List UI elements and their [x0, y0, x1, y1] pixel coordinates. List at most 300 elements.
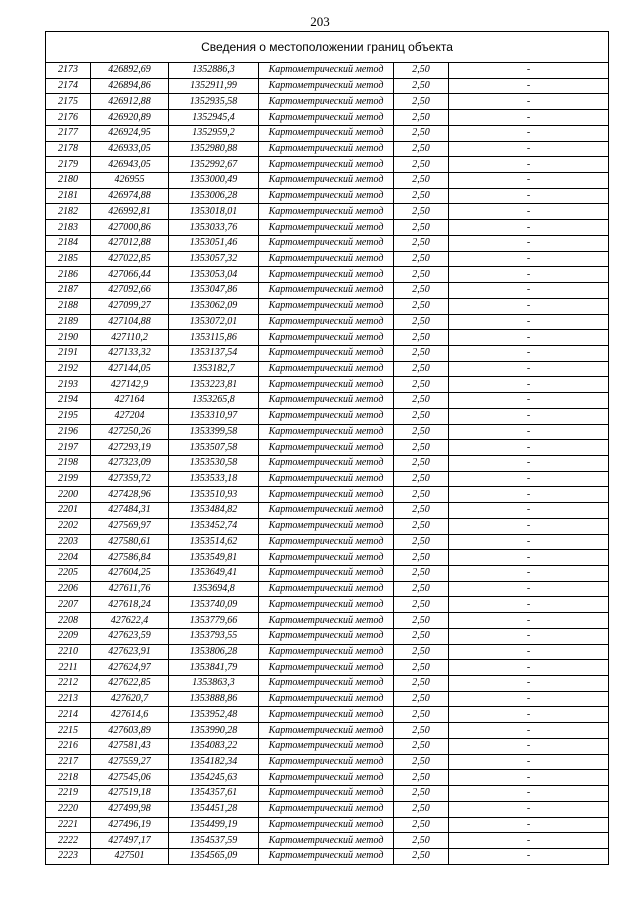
- y-coordinate-cell: 1353018,01: [169, 204, 259, 220]
- table-row: [46, 78, 609, 94]
- table-row: [46, 707, 609, 723]
- method-cell: Картометрический метод: [259, 566, 394, 582]
- table-row: [46, 345, 609, 361]
- table-row: [46, 628, 609, 644]
- accuracy-cell: 2,50: [394, 141, 449, 157]
- method-cell: Картометрический метод: [259, 298, 394, 314]
- accuracy-cell: 2,50: [394, 833, 449, 849]
- description-cell: -: [449, 377, 609, 393]
- x-coordinate-cell: 427496,19: [91, 817, 169, 833]
- table-row: [46, 676, 609, 692]
- accuracy-cell: 2,50: [394, 283, 449, 299]
- x-coordinate-cell: 427624,97: [91, 660, 169, 676]
- x-coordinate-cell: 427499,98: [91, 801, 169, 817]
- accuracy-cell: 2,50: [394, 723, 449, 739]
- table-row: [46, 550, 609, 566]
- table-row: [46, 204, 609, 220]
- x-coordinate-cell: 427569,97: [91, 518, 169, 534]
- y-coordinate-cell: 1354083,22: [169, 738, 259, 754]
- table-row: [46, 157, 609, 173]
- table-row: [46, 393, 609, 409]
- x-coordinate-cell: 427359,72: [91, 471, 169, 487]
- accuracy-cell: 2,50: [394, 110, 449, 126]
- y-coordinate-cell: 1352886,3: [169, 63, 259, 79]
- point-number-cell: 2202: [46, 518, 91, 534]
- method-cell: Картометрический метод: [259, 471, 394, 487]
- point-number-cell: 2182: [46, 204, 91, 220]
- description-cell: -: [449, 471, 609, 487]
- point-number-cell: 2200: [46, 487, 91, 503]
- point-number-cell: 2212: [46, 676, 91, 692]
- description-cell: -: [449, 676, 609, 692]
- x-coordinate-cell: 427144,05: [91, 361, 169, 377]
- method-cell: Картометрический метод: [259, 628, 394, 644]
- point-number-cell: 2177: [46, 125, 91, 141]
- accuracy-cell: 2,50: [394, 660, 449, 676]
- point-number-cell: 2184: [46, 235, 91, 251]
- method-cell: Картометрический метод: [259, 518, 394, 534]
- method-cell: Картометрический метод: [259, 487, 394, 503]
- y-coordinate-cell: 1352992,67: [169, 157, 259, 173]
- table-row: [46, 833, 609, 849]
- accuracy-cell: 2,50: [394, 330, 449, 346]
- y-coordinate-cell: 1353530,58: [169, 455, 259, 471]
- x-coordinate-cell: 427428,96: [91, 487, 169, 503]
- accuracy-cell: 2,50: [394, 534, 449, 550]
- description-cell: -: [449, 534, 609, 550]
- x-coordinate-cell: 426943,05: [91, 157, 169, 173]
- point-number-cell: 2223: [46, 848, 91, 864]
- y-coordinate-cell: 1353888,86: [169, 691, 259, 707]
- description-cell: -: [449, 566, 609, 582]
- description-cell: -: [449, 173, 609, 189]
- accuracy-cell: 2,50: [394, 63, 449, 79]
- accuracy-cell: 2,50: [394, 377, 449, 393]
- accuracy-cell: 2,50: [394, 581, 449, 597]
- description-cell: -: [449, 298, 609, 314]
- table-row: [46, 644, 609, 660]
- x-coordinate-cell: 427092,66: [91, 283, 169, 299]
- description-cell: -: [449, 440, 609, 456]
- table-row: [46, 235, 609, 251]
- description-cell: -: [449, 345, 609, 361]
- point-number-cell: 2222: [46, 833, 91, 849]
- method-cell: Картометрический метод: [259, 361, 394, 377]
- table-body: [46, 63, 609, 865]
- accuracy-cell: 2,50: [394, 786, 449, 802]
- y-coordinate-cell: 1353740,09: [169, 597, 259, 613]
- point-number-cell: 2213: [46, 691, 91, 707]
- x-coordinate-cell: 427580,61: [91, 534, 169, 550]
- point-number-cell: 2207: [46, 597, 91, 613]
- accuracy-cell: 2,50: [394, 487, 449, 503]
- x-coordinate-cell: 426920,89: [91, 110, 169, 126]
- description-cell: -: [449, 613, 609, 629]
- description-cell: -: [449, 833, 609, 849]
- y-coordinate-cell: 1354499,19: [169, 817, 259, 833]
- y-coordinate-cell: 1353793,55: [169, 628, 259, 644]
- method-cell: Картометрический метод: [259, 754, 394, 770]
- accuracy-cell: 2,50: [394, 455, 449, 471]
- point-number-cell: 2215: [46, 723, 91, 739]
- table-row: [46, 220, 609, 236]
- description-cell: -: [449, 314, 609, 330]
- description-cell: -: [449, 204, 609, 220]
- x-coordinate-cell: 427164: [91, 393, 169, 409]
- x-coordinate-cell: 426974,88: [91, 188, 169, 204]
- table-row: [46, 738, 609, 754]
- point-number-cell: 2216: [46, 738, 91, 754]
- method-cell: Картометрический метод: [259, 188, 394, 204]
- table-row: [46, 613, 609, 629]
- method-cell: Картометрический метод: [259, 314, 394, 330]
- point-number-cell: 2185: [46, 251, 91, 267]
- point-number-cell: 2196: [46, 424, 91, 440]
- x-coordinate-cell: 427022,85: [91, 251, 169, 267]
- accuracy-cell: 2,50: [394, 78, 449, 94]
- accuracy-cell: 2,50: [394, 393, 449, 409]
- description-cell: -: [449, 597, 609, 613]
- x-coordinate-cell: 427545,06: [91, 770, 169, 786]
- method-cell: Картометрический метод: [259, 550, 394, 566]
- section-title: Сведения о местоположении границ объекта: [46, 32, 609, 63]
- point-number-cell: 2181: [46, 188, 91, 204]
- accuracy-cell: 2,50: [394, 251, 449, 267]
- description-cell: -: [449, 691, 609, 707]
- y-coordinate-cell: 1353033,76: [169, 220, 259, 236]
- method-cell: Картометрический метод: [259, 377, 394, 393]
- accuracy-cell: 2,50: [394, 440, 449, 456]
- point-number-cell: 2206: [46, 581, 91, 597]
- table-row: [46, 440, 609, 456]
- point-number-cell: 2195: [46, 408, 91, 424]
- x-coordinate-cell: 427614,6: [91, 707, 169, 723]
- accuracy-cell: 2,50: [394, 597, 449, 613]
- table-header-row: [46, 32, 609, 63]
- y-coordinate-cell: 1353047,86: [169, 283, 259, 299]
- description-cell: -: [449, 848, 609, 864]
- point-number-cell: 2208: [46, 613, 91, 629]
- accuracy-cell: 2,50: [394, 408, 449, 424]
- x-coordinate-cell: 426933,05: [91, 141, 169, 157]
- accuracy-cell: 2,50: [394, 550, 449, 566]
- point-number-cell: 2188: [46, 298, 91, 314]
- table-row: [46, 471, 609, 487]
- y-coordinate-cell: 1353694,8: [169, 581, 259, 597]
- y-coordinate-cell: 1353006,28: [169, 188, 259, 204]
- y-coordinate-cell: 1353265,8: [169, 393, 259, 409]
- description-cell: -: [449, 455, 609, 471]
- y-coordinate-cell: 1353510,93: [169, 487, 259, 503]
- point-number-cell: 2190: [46, 330, 91, 346]
- x-coordinate-cell: 427501: [91, 848, 169, 864]
- accuracy-cell: 2,50: [394, 676, 449, 692]
- description-cell: -: [449, 581, 609, 597]
- description-cell: -: [449, 817, 609, 833]
- method-cell: Картометрический метод: [259, 330, 394, 346]
- table-row: [46, 581, 609, 597]
- description-cell: -: [449, 251, 609, 267]
- y-coordinate-cell: 1353223,81: [169, 377, 259, 393]
- description-cell: -: [449, 723, 609, 739]
- y-coordinate-cell: 1353182,7: [169, 361, 259, 377]
- y-coordinate-cell: 1353806,28: [169, 644, 259, 660]
- y-coordinate-cell: 1352980,88: [169, 141, 259, 157]
- table-row: [46, 597, 609, 613]
- point-number-cell: 2174: [46, 78, 91, 94]
- description-cell: -: [449, 628, 609, 644]
- accuracy-cell: 2,50: [394, 738, 449, 754]
- description-cell: -: [449, 110, 609, 126]
- method-cell: Картометрический метод: [259, 440, 394, 456]
- table-row: [46, 534, 609, 550]
- accuracy-cell: 2,50: [394, 424, 449, 440]
- method-cell: Картометрический метод: [259, 848, 394, 864]
- x-coordinate-cell: 426955: [91, 173, 169, 189]
- method-cell: Картометрический метод: [259, 503, 394, 519]
- y-coordinate-cell: 1352959,2: [169, 125, 259, 141]
- method-cell: Картометрический метод: [259, 141, 394, 157]
- description-cell: -: [449, 125, 609, 141]
- method-cell: Картометрический метод: [259, 251, 394, 267]
- description-cell: -: [449, 707, 609, 723]
- method-cell: Картометрический метод: [259, 786, 394, 802]
- point-number-cell: 2221: [46, 817, 91, 833]
- description-cell: -: [449, 644, 609, 660]
- description-cell: -: [449, 78, 609, 94]
- point-number-cell: 2220: [46, 801, 91, 817]
- table-row: [46, 408, 609, 424]
- y-coordinate-cell: 1354245,63: [169, 770, 259, 786]
- description-cell: -: [449, 518, 609, 534]
- x-coordinate-cell: 427066,44: [91, 267, 169, 283]
- y-coordinate-cell: 1353841,79: [169, 660, 259, 676]
- description-cell: -: [449, 393, 609, 409]
- description-cell: -: [449, 330, 609, 346]
- table-row: [46, 455, 609, 471]
- accuracy-cell: 2,50: [394, 94, 449, 110]
- x-coordinate-cell: 427581,43: [91, 738, 169, 754]
- method-cell: Картометрический метод: [259, 691, 394, 707]
- point-number-cell: 2179: [46, 157, 91, 173]
- point-number-cell: 2203: [46, 534, 91, 550]
- table-row: [46, 487, 609, 503]
- y-coordinate-cell: 1353399,58: [169, 424, 259, 440]
- table-row: [46, 267, 609, 283]
- point-number-cell: 2187: [46, 283, 91, 299]
- y-coordinate-cell: 1352935,58: [169, 94, 259, 110]
- x-coordinate-cell: 427250,26: [91, 424, 169, 440]
- description-cell: -: [449, 267, 609, 283]
- table-row: [46, 298, 609, 314]
- y-coordinate-cell: 1353057,32: [169, 251, 259, 267]
- accuracy-cell: 2,50: [394, 157, 449, 173]
- x-coordinate-cell: 427611,76: [91, 581, 169, 597]
- method-cell: Картометрический метод: [259, 534, 394, 550]
- point-number-cell: 2191: [46, 345, 91, 361]
- table-row: [46, 283, 609, 299]
- accuracy-cell: 2,50: [394, 613, 449, 629]
- x-coordinate-cell: 427323,09: [91, 455, 169, 471]
- method-cell: Картометрический метод: [259, 110, 394, 126]
- x-coordinate-cell: 427519,18: [91, 786, 169, 802]
- table-row: [46, 110, 609, 126]
- page-number: 203: [310, 14, 330, 29]
- y-coordinate-cell: 1353072,01: [169, 314, 259, 330]
- accuracy-cell: 2,50: [394, 628, 449, 644]
- point-number-cell: 2178: [46, 141, 91, 157]
- method-cell: Картометрический метод: [259, 393, 394, 409]
- method-cell: Картометрический метод: [259, 125, 394, 141]
- boundary-points-table: [45, 31, 609, 865]
- point-number-cell: 2211: [46, 660, 91, 676]
- accuracy-cell: 2,50: [394, 817, 449, 833]
- accuracy-cell: 2,50: [394, 503, 449, 519]
- point-number-cell: 2176: [46, 110, 91, 126]
- method-cell: Картометрический метод: [259, 817, 394, 833]
- y-coordinate-cell: 1352945,4: [169, 110, 259, 126]
- method-cell: Картометрический метод: [259, 597, 394, 613]
- method-cell: Картометрический метод: [259, 723, 394, 739]
- method-cell: Картометрический метод: [259, 157, 394, 173]
- x-coordinate-cell: 427620,7: [91, 691, 169, 707]
- point-number-cell: 2193: [46, 377, 91, 393]
- accuracy-cell: 2,50: [394, 566, 449, 582]
- table-row: [46, 330, 609, 346]
- table-row: [46, 817, 609, 833]
- x-coordinate-cell: 426894,86: [91, 78, 169, 94]
- point-number-cell: 2209: [46, 628, 91, 644]
- y-coordinate-cell: 1353533,18: [169, 471, 259, 487]
- point-number-cell: 2205: [46, 566, 91, 582]
- table-row: [46, 251, 609, 267]
- table-row: [46, 173, 609, 189]
- y-coordinate-cell: 1353990,28: [169, 723, 259, 739]
- point-number-cell: 2186: [46, 267, 91, 283]
- description-cell: -: [449, 801, 609, 817]
- x-coordinate-cell: 427000,86: [91, 220, 169, 236]
- description-cell: -: [449, 487, 609, 503]
- x-coordinate-cell: 427559,27: [91, 754, 169, 770]
- x-coordinate-cell: 427204: [91, 408, 169, 424]
- accuracy-cell: 2,50: [394, 298, 449, 314]
- y-coordinate-cell: 1353000,49: [169, 173, 259, 189]
- y-coordinate-cell: 1353053,04: [169, 267, 259, 283]
- x-coordinate-cell: 427622,4: [91, 613, 169, 629]
- x-coordinate-cell: 427604,25: [91, 566, 169, 582]
- table-row: [46, 691, 609, 707]
- table-row: [46, 848, 609, 864]
- table-row: [46, 94, 609, 110]
- x-coordinate-cell: 426912,88: [91, 94, 169, 110]
- point-number-cell: 2219: [46, 786, 91, 802]
- x-coordinate-cell: 426992,81: [91, 204, 169, 220]
- x-coordinate-cell: 427133,32: [91, 345, 169, 361]
- y-coordinate-cell: 1353549,81: [169, 550, 259, 566]
- method-cell: Картометрический метод: [259, 833, 394, 849]
- method-cell: Картометрический метод: [259, 283, 394, 299]
- method-cell: Картометрический метод: [259, 345, 394, 361]
- point-number-cell: 2183: [46, 220, 91, 236]
- accuracy-cell: 2,50: [394, 220, 449, 236]
- y-coordinate-cell: 1353051,46: [169, 235, 259, 251]
- table-row: [46, 314, 609, 330]
- method-cell: Картометрический метод: [259, 676, 394, 692]
- method-cell: Картометрический метод: [259, 707, 394, 723]
- accuracy-cell: 2,50: [394, 235, 449, 251]
- accuracy-cell: 2,50: [394, 691, 449, 707]
- accuracy-cell: 2,50: [394, 644, 449, 660]
- table-row: [46, 770, 609, 786]
- description-cell: -: [449, 408, 609, 424]
- accuracy-cell: 2,50: [394, 801, 449, 817]
- x-coordinate-cell: 427618,24: [91, 597, 169, 613]
- point-number-cell: 2217: [46, 754, 91, 770]
- point-number-cell: 2194: [46, 393, 91, 409]
- method-cell: Картометрический метод: [259, 267, 394, 283]
- point-number-cell: 2173: [46, 63, 91, 79]
- table-row: [46, 786, 609, 802]
- accuracy-cell: 2,50: [394, 204, 449, 220]
- point-number-cell: 2199: [46, 471, 91, 487]
- method-cell: Картометрический метод: [259, 408, 394, 424]
- description-cell: -: [449, 94, 609, 110]
- y-coordinate-cell: 1353115,86: [169, 330, 259, 346]
- accuracy-cell: 2,50: [394, 345, 449, 361]
- table-row: [46, 141, 609, 157]
- method-cell: Картометрический метод: [259, 660, 394, 676]
- x-coordinate-cell: 427623,59: [91, 628, 169, 644]
- point-number-cell: 2175: [46, 94, 91, 110]
- description-cell: -: [449, 550, 609, 566]
- method-cell: Картометрический метод: [259, 424, 394, 440]
- table-row: [46, 125, 609, 141]
- description-cell: -: [449, 424, 609, 440]
- description-cell: -: [449, 660, 609, 676]
- point-number-cell: 2214: [46, 707, 91, 723]
- x-coordinate-cell: 427586,84: [91, 550, 169, 566]
- x-coordinate-cell: 427484,31: [91, 503, 169, 519]
- accuracy-cell: 2,50: [394, 361, 449, 377]
- x-coordinate-cell: 427142,9: [91, 377, 169, 393]
- x-coordinate-cell: 427497,17: [91, 833, 169, 849]
- point-number-cell: 2197: [46, 440, 91, 456]
- x-coordinate-cell: 427099,27: [91, 298, 169, 314]
- accuracy-cell: 2,50: [394, 471, 449, 487]
- description-cell: -: [449, 283, 609, 299]
- accuracy-cell: 2,50: [394, 125, 449, 141]
- method-cell: Картометрический метод: [259, 801, 394, 817]
- table-row: [46, 424, 609, 440]
- accuracy-cell: 2,50: [394, 518, 449, 534]
- method-cell: Картометрический метод: [259, 63, 394, 79]
- description-cell: -: [449, 188, 609, 204]
- x-coordinate-cell: 427293,19: [91, 440, 169, 456]
- x-coordinate-cell: 427603,89: [91, 723, 169, 739]
- y-coordinate-cell: 1353514,62: [169, 534, 259, 550]
- accuracy-cell: 2,50: [394, 707, 449, 723]
- y-coordinate-cell: 1352911,99: [169, 78, 259, 94]
- y-coordinate-cell: 1353863,3: [169, 676, 259, 692]
- description-cell: -: [449, 503, 609, 519]
- table-row: [46, 754, 609, 770]
- y-coordinate-cell: 1354451,28: [169, 801, 259, 817]
- point-number-cell: 2192: [46, 361, 91, 377]
- x-coordinate-cell: 427012,88: [91, 235, 169, 251]
- description-cell: -: [449, 63, 609, 79]
- y-coordinate-cell: 1353952,48: [169, 707, 259, 723]
- method-cell: Картометрический метод: [259, 220, 394, 236]
